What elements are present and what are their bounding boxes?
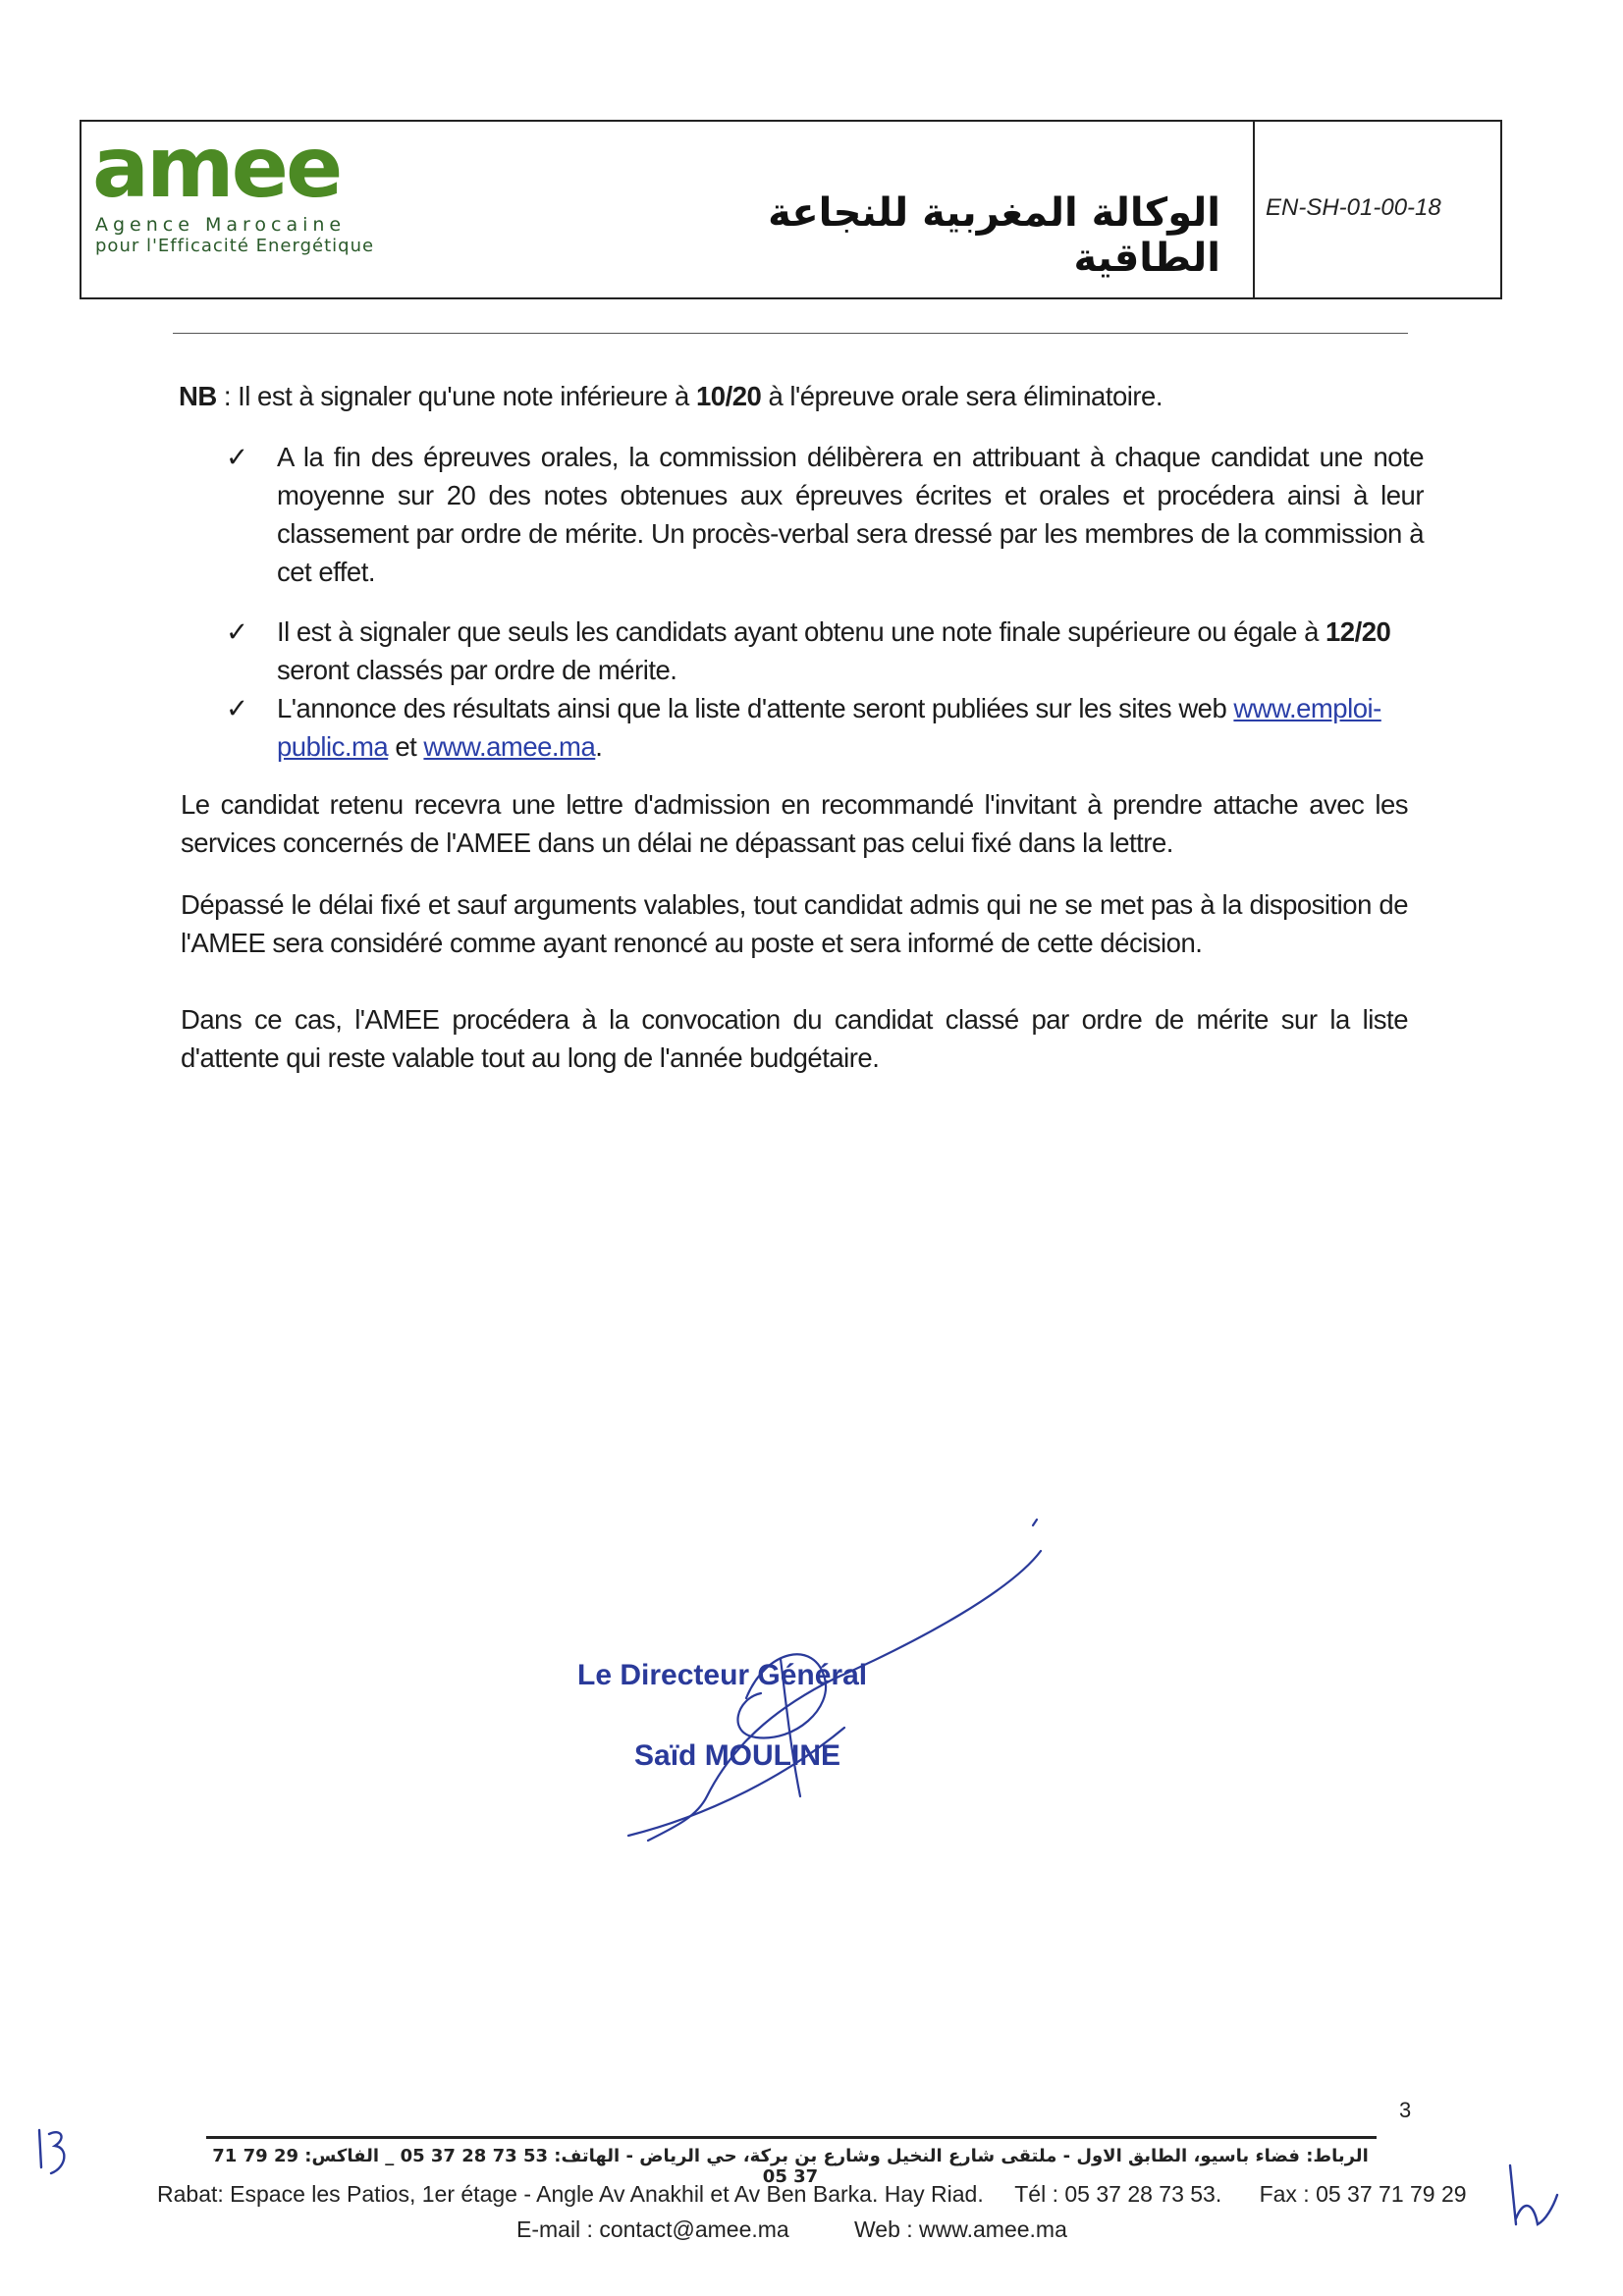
page-number: 3	[1399, 2098, 1412, 2122]
nb-text-after: à l'épreuve orale sera éliminatoire.	[761, 381, 1163, 411]
footer-rule	[206, 2136, 1377, 2139]
header-divider	[1253, 122, 1255, 297]
bullet-text-middle: et	[388, 731, 424, 762]
agency-arabic-title: الوكالة المغربية للنجاعة الطاقية	[768, 190, 1220, 281]
bullet-text-after: .	[595, 731, 603, 762]
footer-french-address: Rabat: Espace les Patios, 1er étage - Angle Av Anakhil et Av Ben Barka. Hay Riad. Tél : 05 37 28 73 53. Fax : 05 37 71 79 29	[157, 2181, 1467, 2207]
paragraph-waiting-list: Dans ce cas, l'AMEE procédera à la convocation du candidat classé par ordre de mérite sur la liste d'attente qui reste valable tout au long de l'année budgétaire.	[181, 1004, 1408, 1073]
checkmark-icon: ✓	[226, 693, 248, 723]
bullet-threshold: 12/20	[1325, 616, 1391, 647]
amee-website-link[interactable]: www.amee.ma	[423, 731, 596, 762]
bullet-deliberation	[226, 438, 1424, 591]
footer-email: E-mail : contact@amee.ma	[516, 2216, 789, 2242]
bullet-list	[226, 438, 1424, 766]
signatory-title: Le Directeur Général	[577, 1659, 868, 1691]
header-rule	[173, 333, 1408, 334]
paragraph-admission-letter: Le candidat retenu recevra une lettre d'admission en recommandé l'invitant à prendre attache avec les services concernés de l'AMEE dans un délai ne dépassant pas celui fixé dans la lettre.	[181, 789, 1408, 858]
nb-threshold: 10/20	[696, 381, 762, 411]
handwritten-initial-right-icon	[1500, 2160, 1569, 2238]
logo-subtitle-line1: Agence Marocaine	[95, 214, 347, 236]
bullet-text-before: L'annonce des résultats ainsi que la liste d'attente seront publiées sur les sites web	[277, 693, 1234, 723]
nb-note	[179, 377, 1416, 415]
bullet-text-before: Il est à signaler que seuls les candidats ayant obtenu une note finale supérieure ou égale à	[277, 616, 1326, 647]
checkmark-icon: ✓	[226, 442, 248, 472]
paragraph-deadline: Dépassé le délai fixé et sauf arguments valables, tout candidat admis qui ne se met pas à la disposition de l'AMEE sera considéré comme ayant renoncé au poste et sera informé de cette décision.	[181, 889, 1408, 958]
bullet-text: A la fin des épreuves orales, la commission délibèrera en attribuant à chaque candidat une note moyenne sur 20 des notes obtenues aux épreuves écrites et orales et procédera ainsi à leur classement par ordre de mérite. Un procès-verbal sera dressé par les membres de la commission à cet effet.	[277, 442, 1424, 587]
footer-arabic-address: الرباط: فضاء باسيو، الطابق الاول - ملتقى شارع النخيل وشارع بن بركة، حي الرياض - الهاتف: 53 73 28 37 05 _ الفاكس: 29 79 71 37 05	[212, 2146, 1369, 2187]
bullet-text-after: seront classés par ordre de mérite.	[277, 655, 677, 685]
checkmark-icon: ✓	[226, 616, 248, 647]
amee-logo: amee	[92, 119, 341, 217]
document-reference: EN-SH-01-00-18	[1266, 194, 1441, 221]
bullet-final-score	[226, 613, 1424, 689]
emploi-public-link[interactable]: www.emploi-public.ma	[277, 693, 1381, 762]
nb-text-before: : Il est à signaler qu'une note inférieure à	[216, 381, 696, 411]
logo-subtitle-line2: pour l'Efficacité Energétique	[95, 236, 375, 256]
footer-website: Web : www.amee.ma	[854, 2216, 1067, 2242]
letterhead-header	[80, 120, 1502, 299]
nb-label: NB	[179, 381, 217, 411]
signatory-name: Saïd MOULINE	[634, 1739, 841, 1772]
bullet-results-announcement	[226, 689, 1424, 766]
handwritten-initial-left-icon	[31, 2124, 81, 2183]
